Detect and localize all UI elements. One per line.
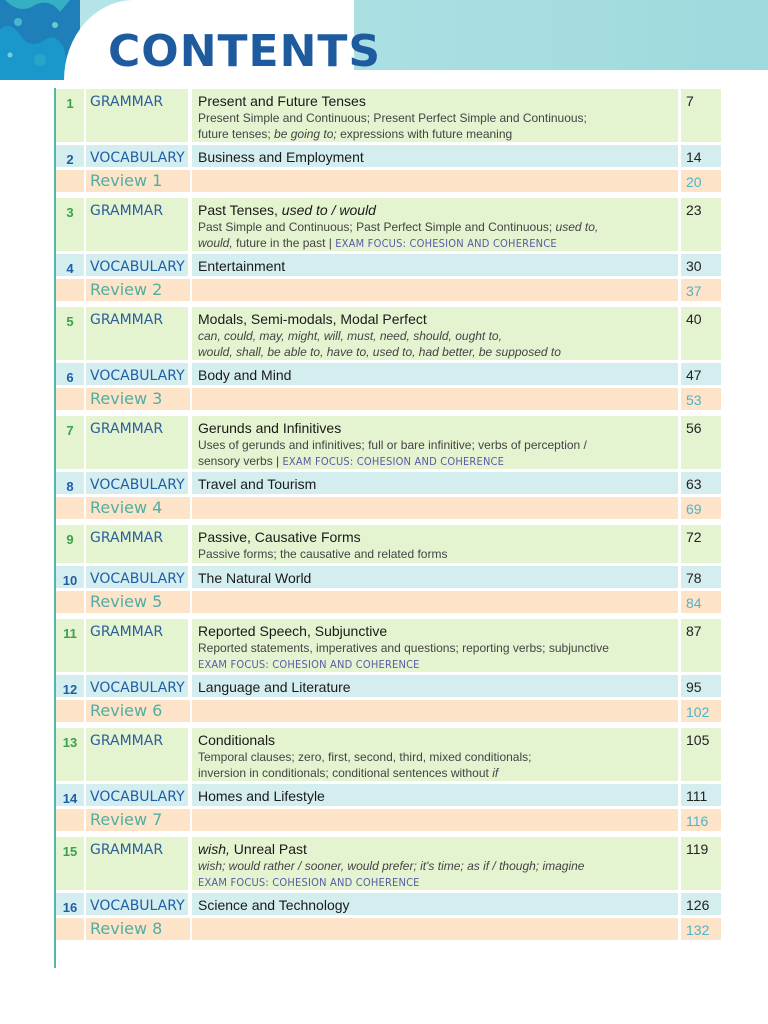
- unit-topic: [192, 837, 678, 890]
- exam-focus-label: EXAM FOCUS: COHESION AND COHERENCE: [282, 455, 505, 468]
- unit-number: [56, 918, 84, 940]
- page-number: 72: [681, 525, 721, 563]
- unit-description-line: [198, 656, 678, 673]
- page-number: 53: [681, 388, 721, 410]
- text-fragment: Present Simple and Continuous; Present Perfect Simple and Continuous;: [198, 111, 587, 125]
- unit-type-label: GRAMMAR: [86, 89, 188, 142]
- unit-topic: [192, 388, 678, 410]
- text-fragment: Entertainment: [198, 258, 286, 274]
- unit-number: 9: [56, 525, 84, 563]
- review-label: Review 8: [86, 918, 190, 940]
- unit-number: [56, 279, 84, 301]
- unit-number: [56, 388, 84, 410]
- unit-number: [56, 700, 84, 722]
- text-fragment: Passive forms; the causative and related forms: [198, 547, 448, 561]
- page-number: 63: [681, 472, 721, 494]
- unit-topic: [192, 472, 678, 494]
- vocabulary-unit-row[interactable]: [56, 784, 721, 806]
- review-label: Review 5: [86, 591, 190, 613]
- text-fragment: Homes and Lifestyle: [198, 788, 325, 804]
- text-fragment: can, could, may, might, will, must, need, should, ought to,: [198, 329, 502, 343]
- unit-title: [198, 310, 678, 328]
- unit-number: 12: [56, 675, 84, 697]
- unit-description-line: [198, 640, 678, 656]
- unit-title: [198, 475, 678, 493]
- text-fragment: Business and Employment: [198, 149, 364, 165]
- unit-number: 6: [56, 363, 84, 385]
- unit-number: 3: [56, 198, 84, 251]
- unit-number: 2: [56, 145, 84, 167]
- unit-title: [198, 528, 678, 546]
- unit-topic: [192, 416, 678, 469]
- unit-type-label: GRAMMAR: [86, 837, 188, 890]
- text-fragment: would,: [198, 236, 233, 250]
- page-number: 69: [681, 497, 721, 519]
- unit-number: 1: [56, 89, 84, 142]
- text-fragment: future tenses;: [198, 127, 275, 141]
- exam-focus-label: EXAM FOCUS: COHESION AND COHERENCE: [198, 876, 420, 889]
- text-fragment: sensory verbs |: [198, 454, 283, 468]
- text-fragment: Present and Future Tenses: [198, 93, 366, 109]
- review-label: Review 2: [86, 279, 190, 301]
- unit-number: 4: [56, 254, 84, 276]
- unit-type-label: VOCABULARY: [86, 675, 188, 697]
- text-fragment: Passive, Causative Forms: [198, 529, 361, 545]
- text-fragment: expressions with future meaning: [336, 127, 513, 141]
- unit-topic: [192, 619, 678, 672]
- page-number: 111: [681, 784, 721, 806]
- unit-topic: [192, 700, 678, 722]
- review-label: Review 4: [86, 497, 190, 519]
- vocabulary-unit-row[interactable]: [56, 472, 721, 494]
- unit-type-label: VOCABULARY: [86, 566, 188, 588]
- unit-title: [198, 678, 678, 696]
- page-number: 132: [681, 918, 721, 940]
- unit-number: 11: [56, 619, 84, 672]
- text-fragment: wish,: [198, 841, 230, 857]
- review-row[interactable]: [56, 279, 721, 301]
- page-number: 20: [681, 170, 721, 192]
- vocabulary-unit-row[interactable]: [56, 675, 721, 697]
- review-row[interactable]: [56, 809, 721, 831]
- unit-number: [56, 170, 84, 192]
- unit-number: [56, 591, 84, 613]
- unit-topic: [192, 170, 678, 192]
- unit-topic: [192, 198, 678, 251]
- text-fragment: Modals, Semi-modals, Modal Perfect: [198, 311, 427, 327]
- text-fragment: inversion in conditionals; conditional sentences without: [198, 766, 493, 780]
- unit-description-line: [198, 546, 678, 562]
- text-fragment: Unreal Past: [229, 841, 307, 857]
- unit-description-line: [198, 110, 678, 126]
- grammar-unit-row[interactable]: [56, 525, 721, 563]
- unit-description-line: [198, 874, 678, 891]
- unit-number: 5: [56, 307, 84, 360]
- text-fragment: used to,: [555, 220, 599, 234]
- text-fragment: Past Tenses,: [198, 202, 282, 218]
- unit-title: [198, 92, 678, 110]
- grammar-unit-row[interactable]: [56, 89, 721, 142]
- unit-description-line: [198, 453, 678, 470]
- unit-type-label: GRAMMAR: [86, 198, 188, 251]
- unit-topic: [192, 89, 678, 142]
- unit-type-label: GRAMMAR: [86, 307, 188, 360]
- unit-topic: [192, 307, 678, 360]
- unit-topic: [192, 566, 678, 588]
- grammar-unit-row[interactable]: [56, 837, 721, 890]
- unit-number: 10: [56, 566, 84, 588]
- unit-title: [198, 622, 678, 640]
- page-number: 56: [681, 416, 721, 469]
- text-fragment: future in the past |: [232, 236, 336, 250]
- page-number: 119: [681, 837, 721, 890]
- unit-description-line: [198, 126, 678, 142]
- grammar-unit-row[interactable]: [56, 619, 721, 672]
- unit-type-label: VOCABULARY: [86, 254, 188, 276]
- unit-topic: [192, 728, 678, 781]
- review-label: Review 1: [86, 170, 190, 192]
- unit-type-label: GRAMMAR: [86, 619, 188, 672]
- review-label: Review 7: [86, 809, 190, 831]
- grammar-unit-row[interactable]: [56, 198, 721, 251]
- text-fragment: be going to;: [274, 127, 337, 141]
- unit-topic: [192, 525, 678, 563]
- unit-title: [198, 787, 678, 805]
- unit-number: 7: [56, 416, 84, 469]
- unit-type-label: VOCABULARY: [86, 472, 188, 494]
- page-number: 7: [681, 89, 721, 142]
- text-fragment: Conditionals: [198, 732, 276, 748]
- review-label: Review 3: [86, 388, 190, 410]
- unit-description-line: [198, 219, 678, 235]
- text-fragment: wish; would rather / sooner, would prefer; it's time; as if / though; imagine: [198, 859, 585, 873]
- review-label: Review 6: [86, 700, 190, 722]
- unit-title: [198, 731, 678, 749]
- unit-number: 14: [56, 784, 84, 806]
- unit-title: [198, 148, 678, 166]
- unit-number: [56, 809, 84, 831]
- page-number: 84: [681, 591, 721, 613]
- page-number: 105: [681, 728, 721, 781]
- unit-topic: [192, 591, 678, 613]
- page-number: 37: [681, 279, 721, 301]
- unit-topic: [192, 279, 678, 301]
- page-number: 95: [681, 675, 721, 697]
- page-number: 87: [681, 619, 721, 672]
- unit-description-line: [198, 328, 678, 344]
- unit-title: [198, 366, 678, 384]
- unit-number: [56, 497, 84, 519]
- unit-type-label: GRAMMAR: [86, 525, 188, 563]
- vocabulary-unit-row[interactable]: [56, 566, 721, 588]
- review-row[interactable]: [56, 700, 721, 722]
- exam-focus-label: EXAM FOCUS: COHESION AND COHERENCE: [198, 658, 420, 671]
- review-row[interactable]: [56, 388, 721, 410]
- page-number: 102: [681, 700, 721, 722]
- unit-topic: [192, 809, 678, 831]
- review-row[interactable]: [56, 918, 721, 940]
- page-number: 40: [681, 307, 721, 360]
- unit-title: [198, 257, 678, 275]
- page-number: 14: [681, 145, 721, 167]
- text-fragment: Reported Speech, Subjunctive: [198, 623, 388, 639]
- unit-title: [198, 840, 678, 858]
- unit-type-label: VOCABULARY: [86, 893, 188, 915]
- unit-number: 16: [56, 893, 84, 915]
- vocabulary-unit-row[interactable]: [56, 254, 721, 276]
- unit-topic: [192, 363, 678, 385]
- grammar-unit-row[interactable]: [56, 307, 721, 360]
- unit-topic: [192, 784, 678, 806]
- text-fragment: Travel and Tourism: [198, 476, 317, 492]
- text-fragment: Uses of gerunds and infinitives; full or bare infinitive; verbs of perception /: [198, 438, 587, 452]
- text-fragment: Gerunds and Infinitives: [198, 420, 342, 436]
- vocabulary-unit-row[interactable]: [56, 893, 721, 915]
- unit-number: 13: [56, 728, 84, 781]
- unit-topic: [192, 145, 678, 167]
- unit-type-label: VOCABULARY: [86, 145, 188, 167]
- unit-description-line: [198, 765, 678, 781]
- text-fragment: Past Simple and Continuous; Past Perfect Simple and Continuous;: [198, 220, 556, 234]
- vocabulary-unit-row[interactable]: [56, 145, 721, 167]
- text-fragment: if: [492, 766, 499, 780]
- unit-type-label: VOCABULARY: [86, 363, 188, 385]
- unit-type-label: GRAMMAR: [86, 416, 188, 469]
- text-fragment: Reported statements, imperatives and questions; reporting verbs; subjunctive: [198, 641, 609, 655]
- unit-description-line: [198, 749, 678, 765]
- unit-title: [198, 419, 678, 437]
- unit-topic: [192, 254, 678, 276]
- text-fragment: would, shall, be able to, have to, used to, had better, be supposed to: [198, 345, 561, 359]
- page-number: 23: [681, 198, 721, 251]
- unit-number: 15: [56, 837, 84, 890]
- unit-topic: [192, 675, 678, 697]
- grammar-unit-row[interactable]: [56, 416, 721, 469]
- text-fragment: Body and Mind: [198, 367, 292, 383]
- text-fragment: used to / would: [281, 202, 376, 218]
- page-number: 126: [681, 893, 721, 915]
- text-fragment: Language and Literature: [198, 679, 351, 695]
- unit-title: [198, 201, 678, 219]
- review-row[interactable]: [56, 170, 721, 192]
- page-number: 30: [681, 254, 721, 276]
- grammar-unit-row[interactable]: [56, 728, 721, 781]
- review-row[interactable]: [56, 591, 721, 613]
- unit-description-line: [198, 858, 678, 874]
- unit-title: [198, 569, 678, 587]
- exam-focus-label: EXAM FOCUS: COHESION AND COHERENCE: [335, 237, 557, 250]
- unit-title: [198, 896, 678, 914]
- unit-topic: [192, 497, 678, 519]
- unit-number: 8: [56, 472, 84, 494]
- unit-description-line: [198, 235, 678, 252]
- text-fragment: The Natural World: [198, 570, 312, 586]
- page-number: 47: [681, 363, 721, 385]
- review-row[interactable]: [56, 497, 721, 519]
- unit-topic: [192, 893, 678, 915]
- page-number: 78: [681, 566, 721, 588]
- unit-type-label: VOCABULARY: [86, 784, 188, 806]
- unit-topic: [192, 918, 678, 940]
- unit-description-line: [198, 344, 678, 360]
- unit-description-line: [198, 437, 678, 453]
- text-fragment: Science and Technology: [198, 897, 350, 913]
- text-fragment: Temporal clauses; zero, first, second, third, mixed conditionals;: [198, 750, 532, 764]
- vocabulary-unit-row[interactable]: [56, 363, 721, 385]
- page-number: 116: [681, 809, 721, 831]
- page-title: CONTENTS: [108, 26, 382, 77]
- unit-type-label: GRAMMAR: [86, 728, 188, 781]
